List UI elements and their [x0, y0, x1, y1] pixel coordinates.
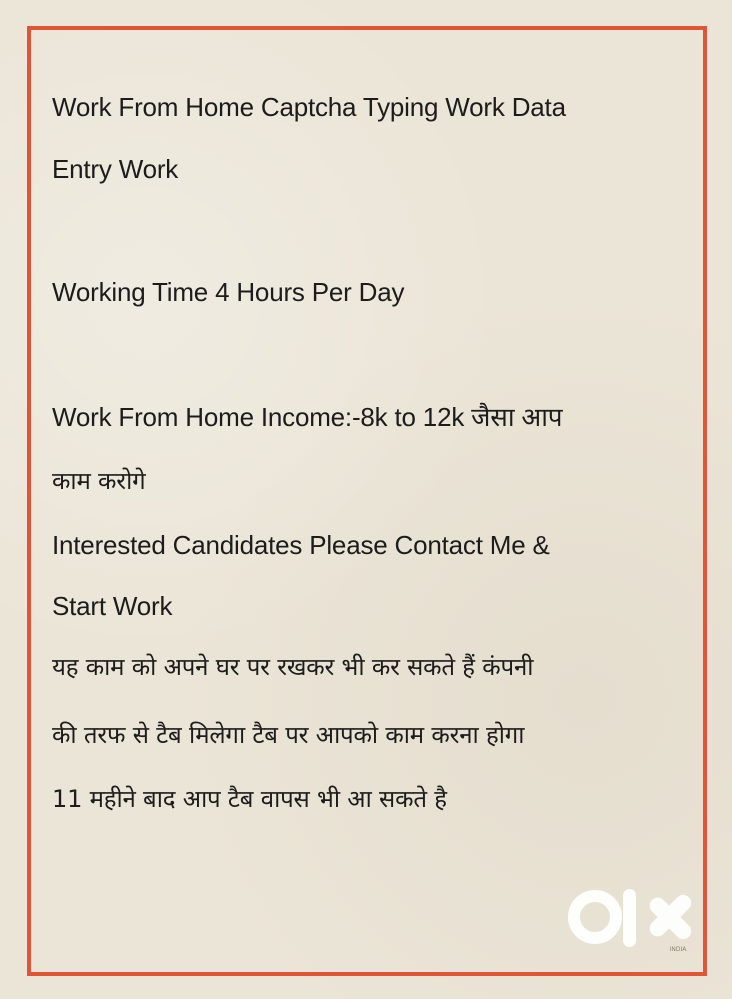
working-time-line: Working Time 4 Hours Per Day [52, 277, 405, 307]
headline-line-1: Work From Home Captcha Typing Work Data [52, 92, 566, 122]
olx-logo-icon [565, 887, 695, 957]
olx-india-text: INDIA [669, 946, 687, 953]
income-line-2: काम करोगे [52, 467, 146, 495]
contact-line-1: Interested Candidates Please Contact Me & [52, 530, 550, 560]
hindi-line-1: यह काम को अपने घर पर रखकर भी कर सकते हैं कंपनी [52, 653, 534, 681]
contact-line-2: Start Work [52, 591, 173, 621]
hindi-line-2: की तरफ से टैब मिलेगा टैब पर आपको काम करना होगा [52, 721, 525, 749]
hindi-line-3: 11 महीने बाद आप टैब वापस भी आ सकते है [52, 785, 447, 813]
headline-line-2: Entry Work [52, 154, 179, 184]
income-line-1: Work From Home Income:-8k to 12k जैसा आप [52, 402, 563, 432]
